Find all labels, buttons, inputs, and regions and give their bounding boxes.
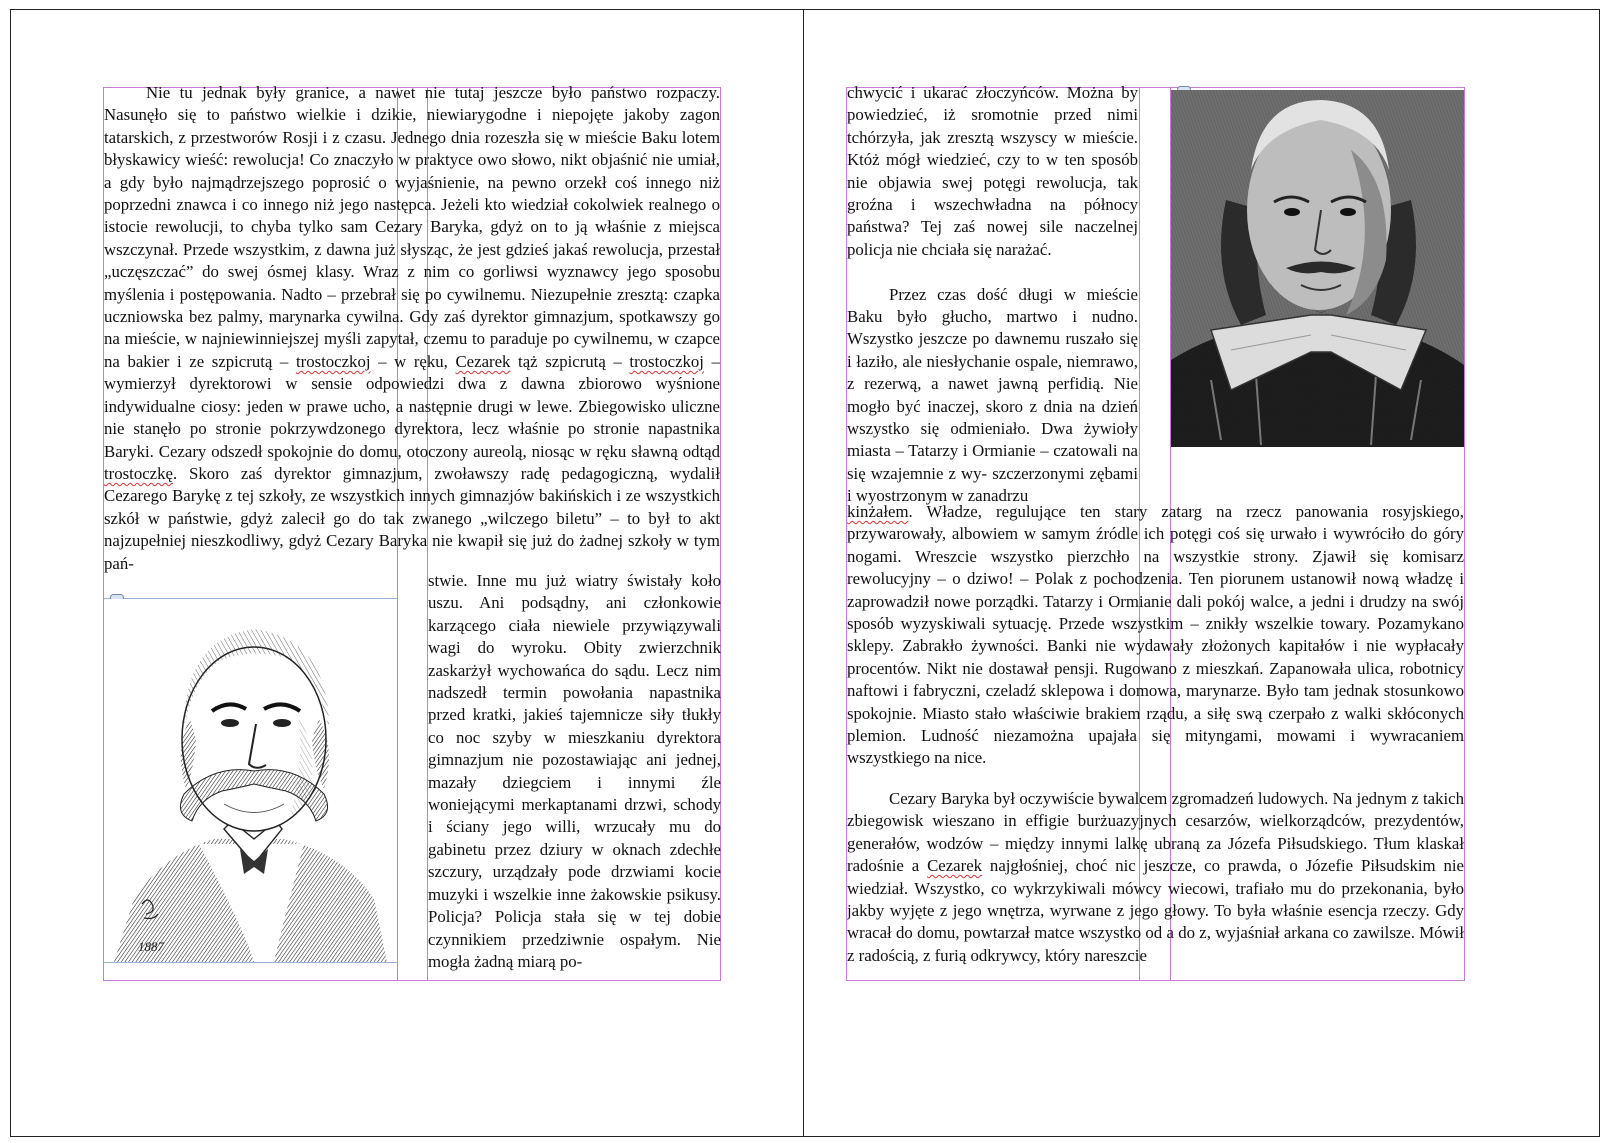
text-run: . Władze, regulujące ten stary zatarg na rzecz panowania rosyjskiego, przywarowały, albowiem w samym źródle ich potęgi coś się urwało i wywróciło do góry nogami. Wreszcie wszystko pierzchło na wszystkie strony. Zjawił się komisarz rewolucyjny – o dziwo! – Polak z pochodzenia. Ten piorunem ustanowił nową władzę i zaprowadził nowe porządki. Tatarzy i Ormianie dali pokój walce, a jedni i drudzy na swój sposób wyzyskiwali sytuację. Przede wszystkim – znikły wszelkie towary. Pozamykano sklepy. Zabrakło żywności. Banki nie wydawały złożonych kapitałów i nie wypłacały procentów. Nikt nie dostawał pensji. Rugowano z mieszkań. Zapanowała ulica, robotnicy naftowi i fabryczni, czeladź sklepowa i domowa, marynarze. Było tam jednak stosunkowo spokojnie. Miasto stało właściwie brakiem rządu, a siłę swą czerpało z walki skłóconych plemion. Ludność niezamożna upajała się mityngami, mowami i wywracaniem wszystkiego na nice. — [847, 502, 1464, 768]
right-wide-text — [847, 501, 1464, 771]
right-narrow-column-text: chwycić i ukarać złoczyńców. Można by powiedzieć, iż sromotnie przed nimi tchórzyła, jak zresztą wszyscy w mieście. Któż mógł wiedzieć, czy to w ten sposób nie objawia swej potęgi rewolucja, tak groźna i wszechwładna na północy państwa? Tej zaś nowej sile naczelnej policja nie chciała się narażać. Przez czas dość długi w mieście Baku było głucho, martwo i nudno. Wszystko jeszcze po dawnemu ruszało się i łaziło, ale niesłychanie ospale, niemrawo, z rezerwą, a nawet jawną perfidią. Nie mogło być inaczej, skoro z dnia na dzień wszystko się odmieniało. Dwa żywioły miasta – Tatarzy i Ormianie – czatowali na się wzajemnie z wy- szczerzonymi zębami i wyostrzonym w zanadrzu — [847, 83, 1138, 506]
portrait-engraving-man-mustache — [104, 599, 397, 962]
spellcheck-word: trostoczkoj — [629, 351, 704, 371]
portrait-engraving-shakespeare — [1171, 90, 1464, 447]
left-narrow-column-text: stwie. Inne mu już wiatry świstały koło uszu. Ani podsądny, ani członkowie karzącego ciała niewiele przywiązywali wagi do wyroku. Obity zwierzchnik zaskarżył wychowańca do sądu. Lecz nim nadszedł termin powołania napastnika przed kratki, jakieś tajemnicze siły tłukły co noc szyby w mieszkaniu dyrektora gimnazjum nie pozostawiając ani jednej, mazały dziegciem i innymi źle woniejącymi merkaptanami drzwi, schody i ściany jego willi, wrzucały mu do gabinetu przez dziury w oknach zdechłe szczury, urządzały pode drzwiami kocie muzyki i wszelkie inne żakowskie psikusy. Policja? Policja stała się w tej dobie czynnikiem przedziwnie ospałym. Nie mogła żadną miarą po- — [428, 571, 721, 971]
right-last-paragraph — [847, 788, 1464, 973]
left-main-text — [104, 82, 720, 577]
text-run: Cezary Baryka był oczywiście bywalcem zgromadzeń ludowych. Na jednym z takich zbiegowisk wieszano in effigie burżuazyjnych cesarzów, wielkorządców, prezydentów, generałów, wodzów – między innymi lalkę ubraną za Józefa Piłsudskiego. Tłum klaskał radośnie a — [847, 789, 1464, 876]
spellcheck-word: trostoczkę — [104, 463, 173, 483]
portrait-frame-bottom — [104, 962, 398, 963]
spellcheck-word: Cezarek — [927, 856, 983, 876]
text-run: najgłośniej, choć nic jeszcze, co prawda, o Józefie Piłsudskim nie wiedział. Wszystko, co wykrzykiwali mówcy wiecowi, trafiało mu do przekonania, było jakby wyjęte z jego wnętrza, wyrwane z jego głowy. To była właśnie esencja rzeczy. Gdy wracał do domu, powtarzał matce wszystko od a do z, wyjaśniał arkana co zawilsze. Mówił z radością, z furią odkrywcy, który nareszcie — [847, 856, 1464, 965]
text-run: tąż szpicrutą – — [510, 351, 630, 371]
spellcheck-word: Cezarek — [455, 351, 511, 371]
text-run: . Skoro zaś dyrektor gimnazjum, zwoławszy radę pedagogiczną, wydalił Cezarego Barykę z tej szkoły, ze wszystkich innych gimnazjów bakińskich i ze wszystkich szkół w państwie, gdyż zalecił go do tak zwanego „wilczego biletu” – to był to akt najzupełniej nieszkodliwy, gdyż Cezary Baryka nie kwapił się już do żadnej szkoły w tym pań- — [104, 463, 720, 573]
text-run: – wymierzył dyrektorowi w sensie odpowiedzi dwa z dawna zbiorowo wyśnione indywidualne ciosy: jeden w prawe ucho, a następnie drugi w lewe. Zbiegowisko uliczne nie stanęło po stronie pokrzywdzonego dyrektora, lecz właśnie po stronie napastnika Baryki. Cezary odszedł spokojnie do domu, otoczony aureolą, niosąc w ręku sławną odtąd — [104, 351, 720, 461]
portrait-signature: 1887 — [138, 939, 164, 954]
spellcheck-word: kinżałem — [847, 502, 909, 521]
text-run: – w ręku, — [370, 351, 456, 371]
spine-line — [803, 9, 804, 1137]
text-run: Przez czas dość długi w mieście Baku było głucho, martwo i nudno. Wszystko jeszcze po dawnemu ruszało się i łaziło, ale niesłychanie ospale, niemrawo, z rezerwą, a nawet jawną perfidią. Nie mogło być inaczej, skoro z dnia na dzień wszystko się odmieniało. Dwa żywioły miasta – Tatarzy i Ormianie – czatowali na się wzajemnie z wy- szczerzonymi zębami i wyostrzonym w zanadrzu — [847, 284, 1138, 506]
text-run: Nie tu jednak były granice, a nawet nie tutaj jeszcze było państwo rozpaczy. Nasunęło się to państwo wielkie i dzikie, niewiarygodne i niepojęte jakoby zagon tatarskich, z przestworów Rosji i z czasu. Jednego dnia rozeszła się w mieście Baku lotem błyskawicy wieść: rewolucja! Co znaczyło w praktyce owo słowo, nikt objaśnić nie umiał, a gdy było najmądrzejszego poprosić o wyjaśnienie, na pewno orzekł coś innego niż poprzedni znawca i co innego niż jego następca. Jeżeli kto wiedział cokolwiek realnego o istocie rewolucji, to chyba tylko sam Cezary Baryka, gdyż on to ją właśnie z miejsca wszczynał. Przede wszystkim, z dawna już słysząc, że jest gdzieś jakaś rewolucja, przestał „uczęszczać” do swej ósmej klasy. Wraz z nim co gorliwsi wyznawcy jego sposobu myślenia i postępowania. Nadto – przebrał się po cywilnemu. Niezupełnie zresztą: czapka uczniowska bez palmy, marynarka cywilna. Gdy zaś dyrektor gimnazjum, spotkawszy go na mieście, w najniewinniejszej myśli zapytał, czemu to paraduje po cywilnemu, w czapce na bakier i ze szpicrutą – — [104, 83, 720, 371]
spellcheck-word: trostoczkoj — [295, 351, 371, 371]
